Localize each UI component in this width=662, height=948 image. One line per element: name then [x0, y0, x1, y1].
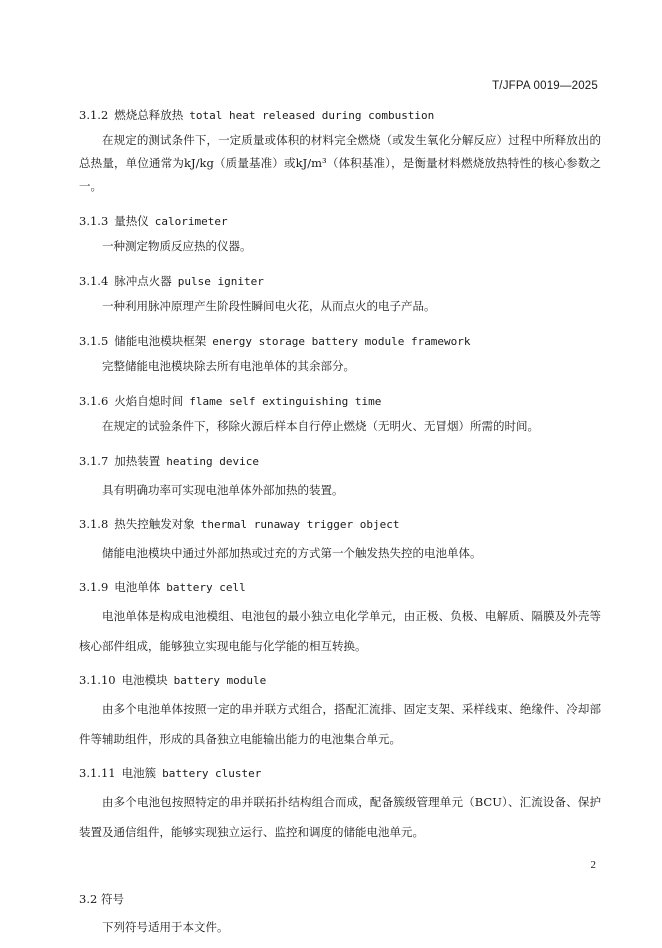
term-definition: 由多个电池包按照特定的串并联拓扑结构组合而成，配备簇级管理单元（BCU）、汇流设备、保护装置及通信组件，能够实现独立运行、监控和调度的储能电池单元。 — [79, 795, 601, 839]
page-number: 2 — [590, 859, 596, 871]
term-chinese: 电池单体 — [114, 580, 161, 594]
term-chinese: 电池模块 — [121, 673, 168, 687]
term-chinese: 火焰自熄时间 — [114, 394, 184, 408]
term-chinese: 量热仪 — [114, 214, 149, 228]
term-english: battery cluster — [162, 767, 262, 780]
term-english: pulse igniter — [177, 275, 264, 288]
term-english: flame self extinguishing time — [189, 395, 382, 408]
term-heading — [79, 667, 601, 694]
term-heading — [79, 760, 601, 787]
term-heading — [79, 388, 601, 415]
term-number: 3.1.7 — [79, 454, 109, 468]
term-number: 3.1.8 — [79, 517, 109, 531]
term-chinese: 脉冲点火器 — [114, 274, 172, 288]
term-english: energy storage battery module framework — [212, 335, 471, 348]
term-english: heating device — [166, 455, 259, 468]
term-number: 3.1.4 — [79, 274, 109, 288]
document-code: T/JFPA 0019—2025 — [492, 80, 598, 92]
term-heading — [79, 102, 601, 129]
term-definition: 一种测定物质反应热的仪器。 — [102, 239, 252, 253]
term-heading — [79, 208, 601, 235]
term-definition: 一种利用脉冲原理产生阶段性瞬间电火花，从而点火的电子产品。 — [102, 299, 436, 313]
term-number: 3.1.9 — [79, 580, 109, 594]
term-number: 3.1.5 — [79, 334, 109, 348]
term-english: calorimeter — [154, 215, 228, 228]
term-heading — [79, 448, 601, 475]
term-english: thermal runaway trigger object — [200, 518, 400, 531]
term-english: total heat released during combustion — [189, 109, 435, 122]
term-chinese: 热失控触发对象 — [114, 517, 195, 531]
term-english: battery cell — [166, 581, 246, 594]
section-text: 下列符号适用于本文件。 — [102, 920, 229, 934]
term-number: 3.1.10 — [79, 673, 116, 687]
document-body — [79, 102, 601, 948]
term-number: 3.1.6 — [79, 394, 109, 408]
term-definition: 在规定的测试条件下，一定质量或体积的材料完全燃烧（或发生氧化分解反应）过程中所释放出的总热量，单位通常为kJ/kg（质量基准）或kJ/m³（体积基准），是衡量材料燃烧放热特性的核心参数之一。 — [79, 133, 601, 193]
term-definition: 具有明确功率可实现电池单体外部加热的装置。 — [102, 483, 344, 497]
term-chinese: 储能电池模块框架 — [114, 334, 207, 348]
term-english: battery module — [173, 674, 267, 687]
term-definition: 电池单体是构成电池模组、电池包的最小独立电化学单元，由正极、负极、电解质、隔膜及外壳等核心部件组成，能够独立实现电能与化学能的相互转换。 — [79, 609, 601, 653]
term-chinese: 加热装置 — [114, 454, 161, 468]
term-definition: 由多个电池单体按照一定的串并联方式组合，搭配汇流排、固定支架、采样线束、绝缘件、冷却部件等辅助组件，形成的具备独立电能输出能力的电池集合单元。 — [79, 702, 601, 746]
term-heading — [79, 328, 601, 355]
term-chinese: 燃烧总释放热 — [114, 108, 184, 122]
term-number: 3.1.3 — [79, 214, 109, 228]
term-heading — [79, 574, 601, 601]
term-chinese: 电池簇 — [121, 766, 157, 780]
term-definition: 完整储能电池模块除去所有电池单体的其余部分。 — [102, 359, 355, 373]
term-number: 3.1.11 — [79, 766, 116, 780]
term-definition: 在规定的试验条件下，移除火源后样本自行停止燃烧（无明火、无冒烟）所需的时间。 — [102, 419, 539, 433]
term-definition: 储能电池模块中通过外部加热或过充的方式第一个触发热失控的电池单体。 — [102, 546, 482, 560]
section-heading: 3.2 符号 — [79, 892, 124, 906]
term-heading — [79, 268, 601, 295]
term-heading — [79, 511, 601, 538]
term-heading — [79, 853, 601, 880]
term-number: 3.1.2 — [79, 108, 109, 122]
